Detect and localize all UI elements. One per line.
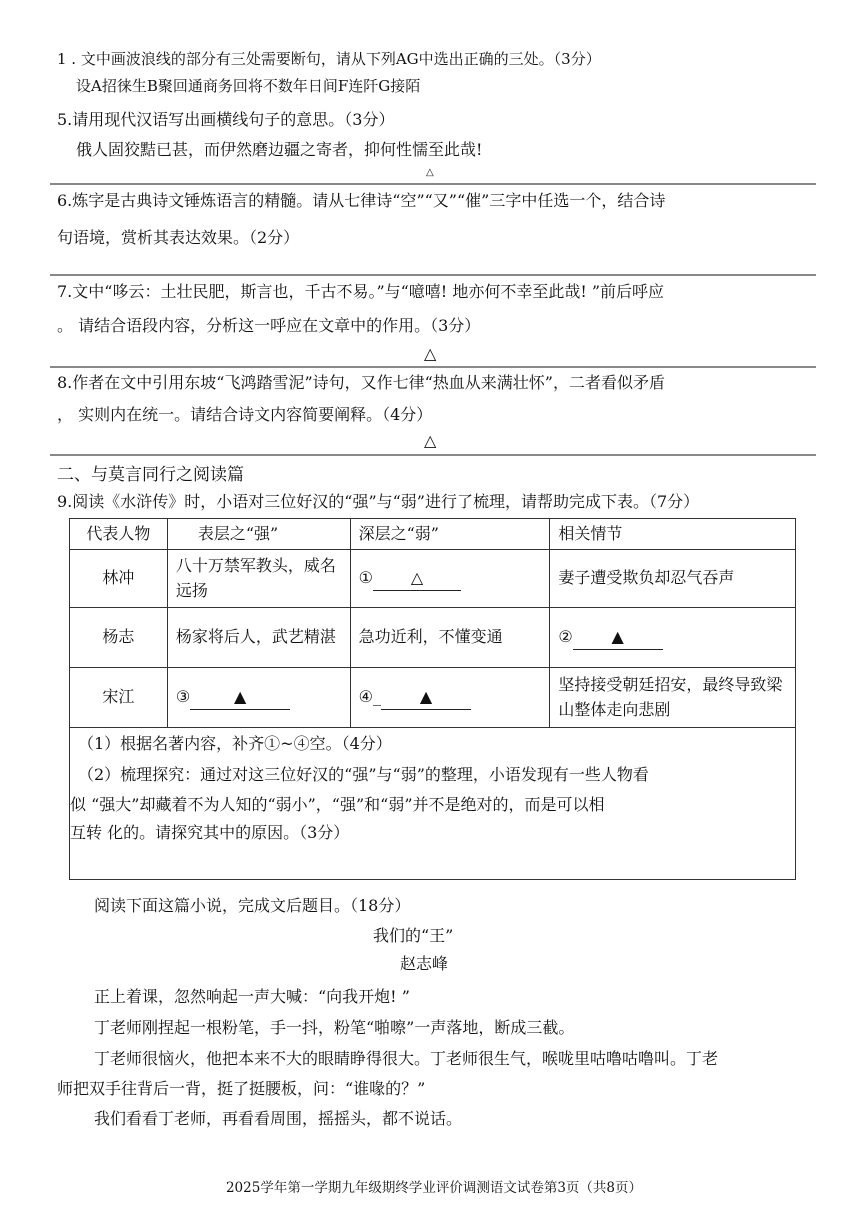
q6-line1: 6.炼字是古典诗文锤炼语言的精髓。请从七律诗“空”“又”“催”三字中任选一个，结合诗 (57, 191, 666, 210)
header-cell: 表层之“强” (167, 519, 350, 550)
q8-answer-mark: △ (424, 431, 437, 450)
q9-sub1: （1）根据名著内容，补齐①~④空。（4分） (78, 734, 392, 753)
row-weak: 急功近利，不懂变通 (350, 608, 550, 668)
q6-line2: 句语境，赏析其表达效果。（2分） (57, 228, 300, 247)
blank-number: ① (358, 567, 373, 587)
answer-blank[interactable] (573, 625, 663, 651)
answer-blank[interactable] (373, 566, 461, 592)
q8-line2: ， 实则内在统一。请结合诗文内容简要阐释。（4分） (57, 405, 433, 424)
paragraph-3-line2: 师把双手往背后一背，挺了挺腰板，问：“谁喙的？” (57, 1079, 426, 1098)
q5-answer-line (50, 183, 816, 185)
header-cell: 相关情节 (550, 519, 796, 550)
row-strong: 八十万禁军教头，威名远扬 (167, 550, 350, 608)
table-row (70, 608, 796, 668)
q7-line1: 7.文中“哆云：土壮民肥，斯言也，千古不易。”与“噫嘻! 地亦何不幸至此哉! ”前后呼应 (57, 282, 665, 301)
row-strong (167, 668, 350, 728)
q5-stem: 5.请用现代汉语写出画横线句子的意思。（3分） (57, 110, 395, 129)
row-name: 杨志 (70, 608, 168, 668)
header-cell: 深层之“弱” (350, 519, 550, 550)
table-header-row (70, 519, 796, 550)
blank-mark: ▲ (419, 686, 433, 706)
paragraph-1: 正上着课，忽然响起一声大喊：“向我开炮! ” (94, 987, 410, 1006)
header-cell: 代表人物 (70, 519, 168, 550)
blank-number: ③ (175, 686, 191, 706)
story-title: 我们的“王” (373, 926, 454, 945)
row-strong: 杨家将后人，武艺精湛 (167, 608, 350, 668)
q8-answer-line (50, 454, 816, 456)
answer-blank[interactable] (190, 685, 290, 711)
answer-blank[interactable] (381, 685, 471, 711)
paragraph-2: 丁老师刚捏起一根粉笔，手一抖，粉笔“啪嚓”一声落地，断成三截。 (94, 1018, 575, 1037)
row-plot (550, 608, 796, 668)
blank-mark: △ (410, 567, 424, 587)
blank-number: ④_ (358, 686, 381, 706)
q4-options: 设A招徕生B聚回通商务回将不数年日间F连阡G接陌 (76, 77, 421, 95)
row-name: 林冲 (70, 550, 168, 608)
q8-line1: 8.作者在文中引用东坡“飞鸿踏雪泥”诗句，又作七律“热血从来满壮怀”，二者看似矛盾 (57, 373, 665, 392)
q7-answer-line (50, 366, 816, 368)
blank-number: ② (558, 626, 573, 646)
q7-answer-mark: △ (424, 344, 437, 363)
q4-stem: 1 . 文中画波浪线的部分有三处需要断句，请从下列AG中选出正确的三处。（3分） (57, 50, 601, 68)
q5-answer-mark: △ (426, 167, 434, 178)
reading-intro: 阅读下面这篇小说，完成文后题目。（18分） (94, 896, 411, 915)
paragraph-3-line1: 丁老师很恼火，他把本来不大的眼睛睁得很大。丁老师很生气，喉咙里咕噜咕噜叫。丁老 (94, 1049, 719, 1068)
section2-title: 二、与莫言同行之阅读篇 (57, 465, 244, 485)
row-weak (350, 550, 550, 608)
blank-mark: ▲ (611, 626, 624, 646)
blank-mark: ▲ (234, 686, 247, 706)
paragraph-4: 我们看看丁老师，再看看周围，摇摇头，都不说话。 (94, 1109, 463, 1128)
q5-sentence: 俄人固狡黠已甚，而伊然磨边疆之寄者，抑何性懦至此哉! (76, 140, 483, 159)
q9-subquestions-box (69, 727, 796, 880)
q9-sub2-line1: （2）梳理探究：通过对这三位好汉的“强”与“弱”的整理，小语发现有一些人物看 (78, 765, 649, 784)
q9-stem: 9.阅读《水浒传》时，小语对三位好汉的“强”与“弱”进行了梳理，请帮助完成下表。（7分） (57, 492, 700, 511)
row-weak (350, 668, 550, 728)
table-row (70, 668, 796, 728)
q6-answer-line (50, 274, 816, 276)
table-row (70, 550, 796, 608)
row-name: 宋江 (70, 668, 168, 728)
row-plot: 坚持接受朝廷招安，最终导致梁山整体走向悲剧 (550, 668, 796, 728)
story-author: 赵志峰 (400, 954, 449, 973)
q9-sub2-line3: 互转 化的。请探究其中的原因。（3分） (70, 823, 350, 842)
page-footer: 2025学年第一学期九年级期终学业评价调测语文试卷第3页（共8页） (225, 1180, 643, 1196)
q9-sub2-line2: 似 “强大”却藏着不为人知的“弱小”，“强”和“弱”并不是绝对的，而是可以相 (70, 795, 605, 814)
q9-table (69, 518, 796, 728)
row-plot: 妻子遭受欺负却忍气吞声 (550, 550, 796, 608)
q7-line2: 。 请结合语段内容，分析这一呼应在文章中的作用。（3分） (57, 316, 481, 335)
